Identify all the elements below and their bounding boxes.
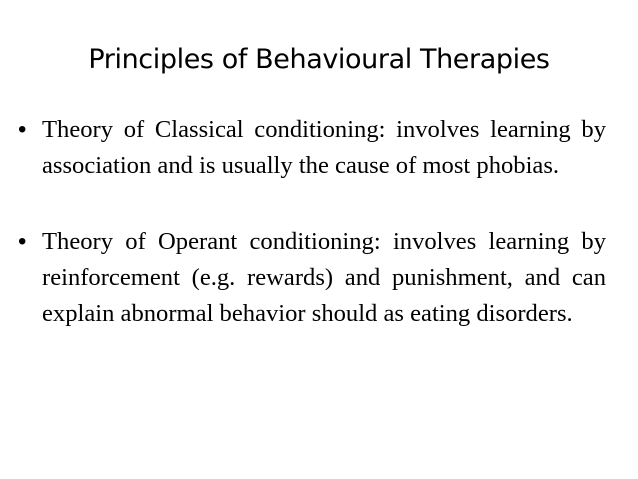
bullet-text: Theory of Operant conditioning: involves learning by reinforcement (e.g. rewards) and punishment, and can explain abnormal behavior should as eating disorders. <box>42 228 606 327</box>
bullet-list <box>18 112 606 372</box>
bullet-item-classical-conditioning <box>18 112 606 184</box>
slide-title: Principles of Behavioural Therapies <box>88 44 550 75</box>
bullet-marker: • <box>18 228 27 255</box>
bullet-marker: • <box>18 116 27 143</box>
bullet-item-operant-conditioning <box>18 224 606 332</box>
bullet-text: Theory of Classical conditioning: involves learning by association and is usually the cause of most phobias. <box>42 116 606 179</box>
